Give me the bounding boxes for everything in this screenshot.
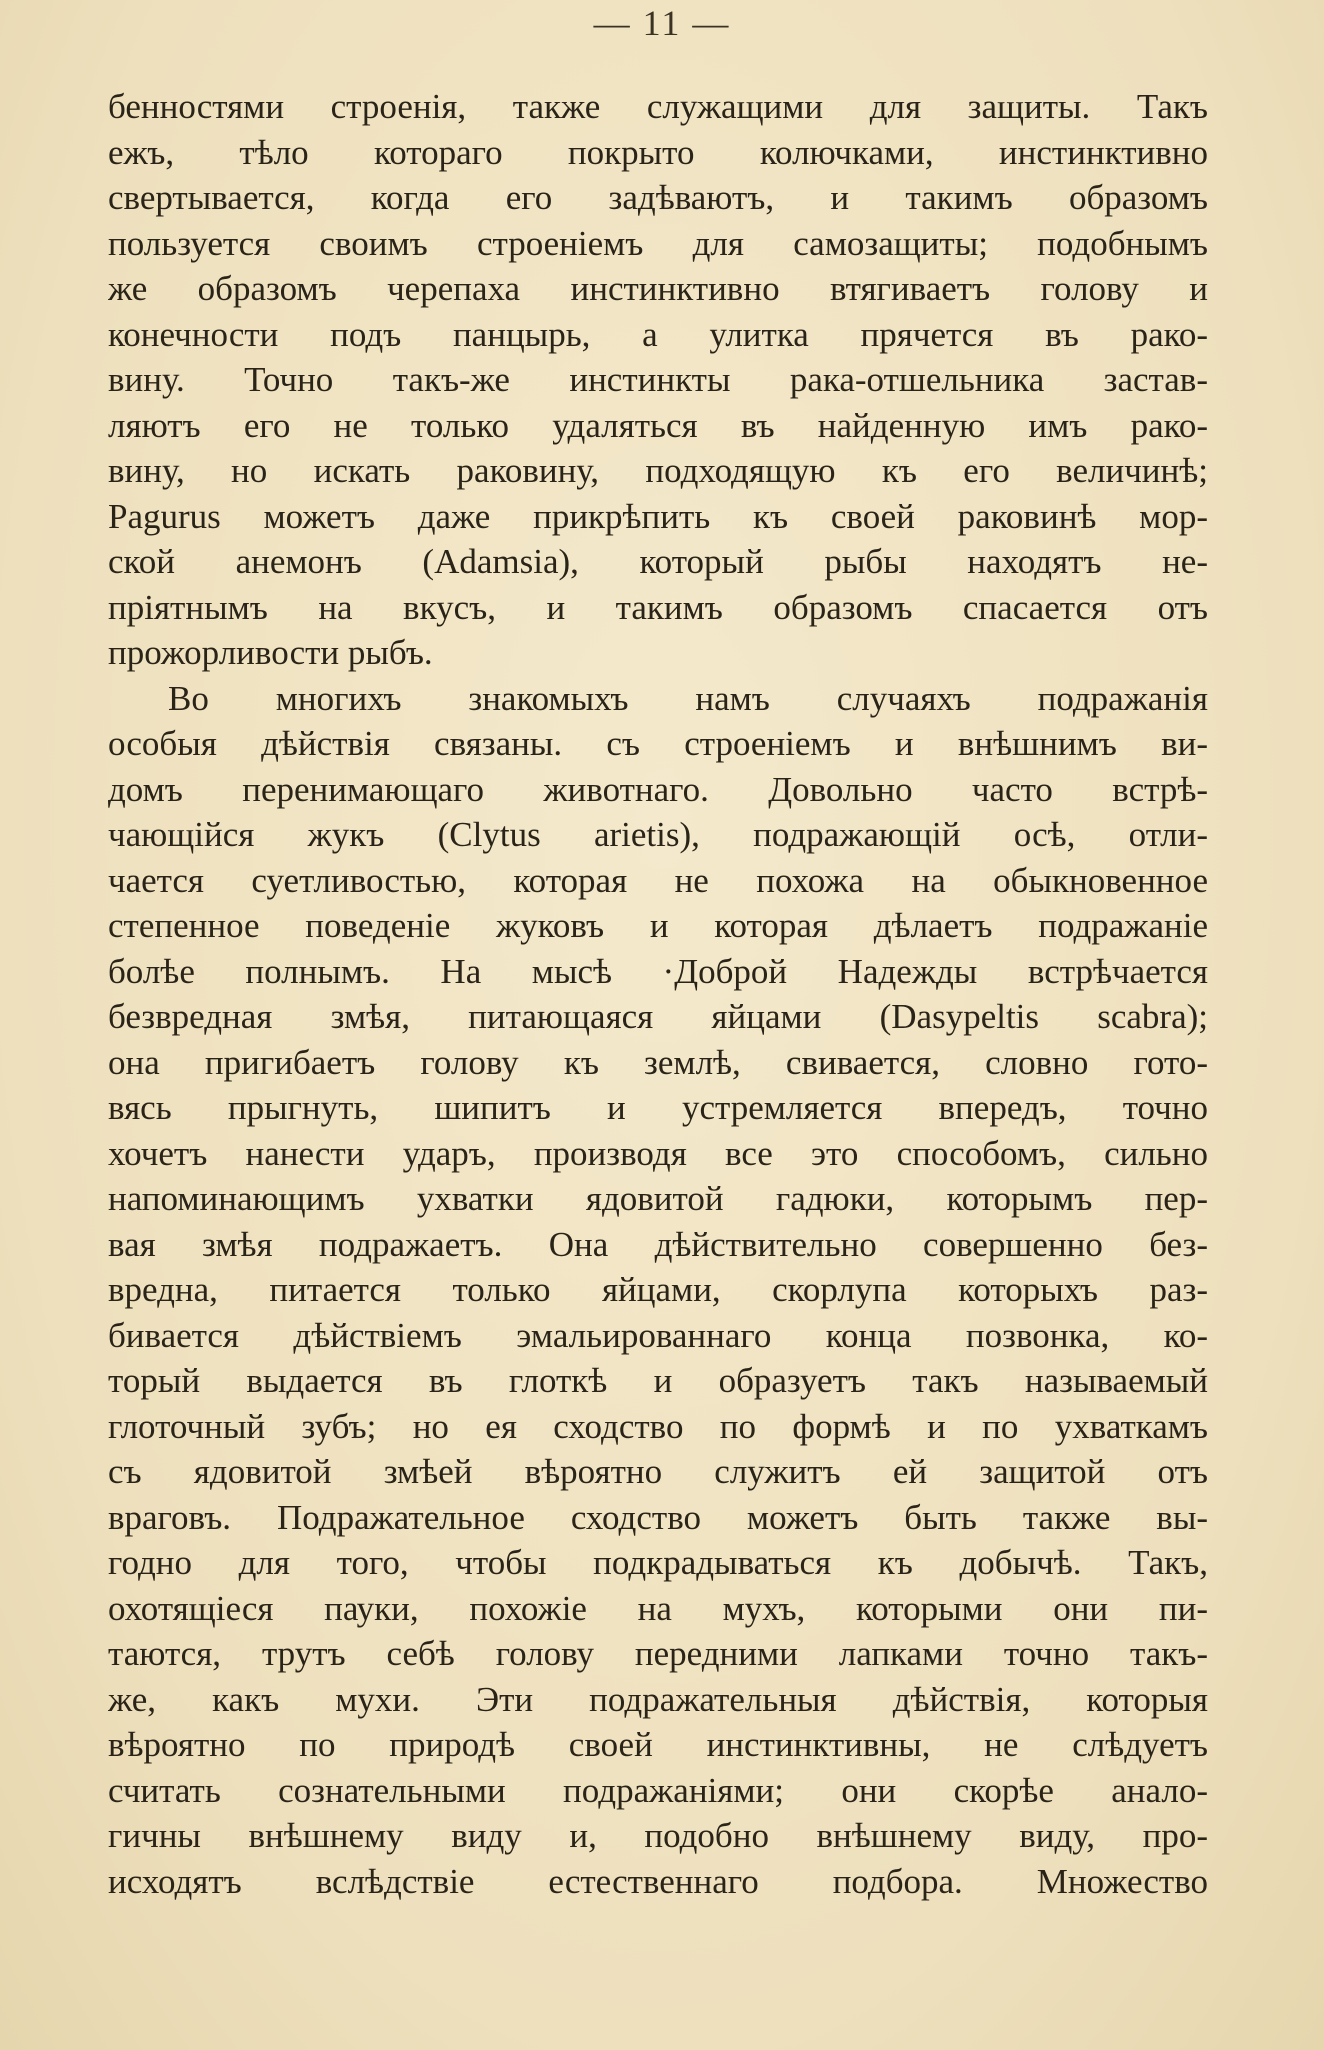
text-line: вая змѣя подражаетъ. Она дѣйствительно совершенно без- xyxy=(108,1224,1208,1264)
page-number: — 11 — xyxy=(593,3,731,43)
text-line: вину, но искать раковину, подходящую къ его величинѣ; xyxy=(108,451,1208,490)
text-line: напоминающимъ ухватки ядовитой гадюки, которымъ пер- xyxy=(108,1179,1208,1218)
text-line: чается суетливостью, которая не похожа на обыкновенное xyxy=(108,860,1208,900)
text-line: Во многихъ знакомыхъ намъ случаяхъ подражанія xyxy=(168,678,1208,718)
text-line: годно для того, чтобы подкрадываться къ добычѣ. Такъ, xyxy=(108,1543,1208,1582)
text-line: пріятнымъ на вкусъ, и такимъ образомъ спасается отъ xyxy=(108,587,1208,627)
text-line: же образомъ черепаха инстинктивно втягиваетъ голову и xyxy=(108,269,1208,308)
paragraph-1 xyxy=(108,84,1208,676)
text-line: вясь прыгнуть, шипитъ и устремляется впередъ, точно xyxy=(108,1088,1208,1127)
text-line: таются, трутъ себѣ голову передними лапками точно такъ- xyxy=(108,1634,1208,1673)
text-line: охотящіеся пауки, похожіе на мухъ, которыми они пи- xyxy=(108,1588,1208,1628)
text-line: болѣе полнымъ. На мысѣ ·Доброй Надежды встрѣчается xyxy=(108,951,1208,991)
paragraph-2 xyxy=(108,676,1208,1905)
text-line: ежъ, тѣло котораго покрыто колючками, инстинктивно xyxy=(108,132,1208,172)
text-line: торый выдается въ глоткѣ и образуетъ такъ называемый xyxy=(108,1361,1208,1400)
text-line: она пригибаетъ голову къ землѣ, свивается, словно гото- xyxy=(108,1042,1208,1082)
text-line: съ ядовитой змѣей вѣроятно служитъ ей защитой отъ xyxy=(108,1452,1208,1491)
text-line: прожорливости рыбъ. xyxy=(108,633,433,672)
text-line: безвредная змѣя, питающаяся яйцами (Dasypeltis scabra); xyxy=(108,997,1208,1036)
text-line: степенное поведеніе жуковъ и которая дѣлаетъ подражаніе xyxy=(108,906,1208,945)
text-line: конечности подъ панцырь, а улитка прячется въ рако- xyxy=(108,314,1208,354)
text-line: ляютъ его не только удаляться въ найденную имъ рако- xyxy=(108,405,1208,445)
text-line: чающійся жукъ (Clytus arietis), подражающій осѣ, отли- xyxy=(108,815,1208,854)
text-line: вредна, питается только яйцами, скорлупа которыхъ раз- xyxy=(108,1270,1208,1309)
text-line: хочетъ нанести ударъ, производя все это способомъ, сильно xyxy=(108,1133,1208,1173)
text-line: домъ перенимающаго животнаго. Довольно часто встрѣ- xyxy=(108,769,1208,809)
text-line: считать сознательными подражаніями; они скорѣе анало- xyxy=(108,1770,1208,1810)
text-line: бенностями строенія, также служащими для защиты. Такъ xyxy=(108,87,1208,126)
text-line: особыя дѣйствія связаны. съ строеніемъ и внѣшнимъ ви- xyxy=(108,724,1208,763)
text-line: Pagurus можетъ даже прикрѣпить къ своей раковинѣ мор- xyxy=(108,496,1208,536)
text-line: вину. Точно такъ-же инстинкты рака-отшельника застав- xyxy=(108,360,1208,399)
text-line: ской анемонъ (Adamsia), который рыбы находятъ не- xyxy=(108,542,1208,581)
text-line: пользуется своимъ строеніемъ для самозащиты; подобнымъ xyxy=(108,223,1208,263)
text-line: вѣроятно по природѣ своей инстинктивны, не слѣдуетъ xyxy=(108,1725,1208,1764)
text-line: исходятъ вслѣдствіе естественнаго подбора. Множество xyxy=(108,1861,1208,1901)
text-line: враговъ. Подражательное сходство можетъ быть также вы- xyxy=(108,1497,1208,1537)
text-line: бивается дѣйствіемъ эмальированнаго конца позвонка, ко- xyxy=(108,1315,1208,1355)
text-line: свертывается, когда его задѣваютъ, и такимъ образомъ xyxy=(108,178,1208,217)
body-text xyxy=(108,84,1208,1904)
text-line: гичны внѣшнему виду и, подобно внѣшнему виду, про- xyxy=(108,1816,1208,1855)
text-line: глоточный зубъ; но ея сходство по формѣ и по ухваткамъ xyxy=(108,1406,1208,1446)
text-line: же, какъ мухи. Эти подражательныя дѣйствія, которыя xyxy=(108,1679,1208,1719)
